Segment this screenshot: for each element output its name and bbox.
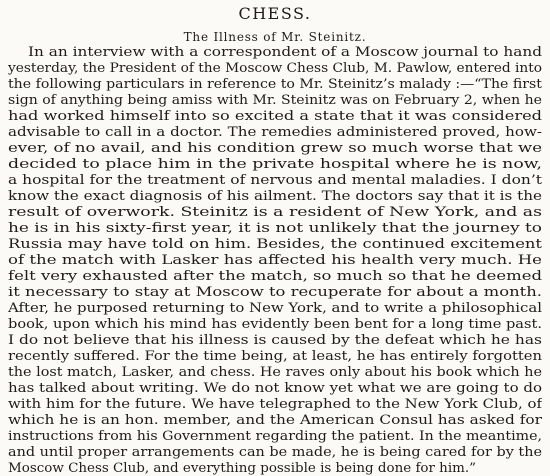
article-line [8,300,542,316]
article-line [8,396,542,412]
article-line-text: recently suffered. For the time being, at least, he has entirely forgotten [8,348,542,363]
article-line-text: the following particulars in reference to Mr. Steinitz’s malady :—“The first [8,76,542,91]
article-line-text: of the match with Lasker has affected his health very much. He [8,252,542,267]
article-line [8,44,542,60]
article-line [8,60,542,76]
article-line [8,220,542,236]
article-line-text: had worked himself into so excited a state that it was considered [8,108,542,123]
article-line-text: ever, of no avail, and his condition grew so much worse that we [8,140,542,155]
article-line [8,172,542,188]
article-line-text: felt very exhausted after the match, so much so that he deemed [8,268,542,283]
article-line [8,412,542,428]
article-line [8,268,542,284]
section-heading: CHESS. [238,4,312,23]
article-line [8,204,542,220]
article-line-text: he is in his sixty-first year, it is not unlikely that the journey to [8,220,542,235]
article-line-text: I do not believe that his illness is caused by the defeat which he has [8,332,542,347]
article-body [8,44,542,476]
article-line-text: which he is an hon. member, and the American Consul has asked for [8,412,542,427]
article-line-text: decided to place him in the private hospital where he is now, [8,156,542,171]
article-line [8,364,542,380]
article-line-text: After, he purposed returning to New York, and to write a philosophical [8,300,542,315]
article-line-text: instructions from his Government regarding the patient. In the meantime, [8,428,542,443]
article-line-text: yesterday, the President of the Moscow Chess Club, M. Pawlow, entered into [8,60,542,75]
article-line [8,188,542,204]
article-line [8,92,542,108]
article-line [8,252,542,268]
article-line-text: In an interview with a correspondent of a Moscow journal to hand [28,44,542,59]
article-line-text: Russia may have told on him. Besides, the continued excitement [8,236,542,251]
article-line-text: result of overwork. Steinitz is a resident of New York, and as [8,204,542,219]
article-line [8,348,542,364]
article-line [8,124,542,140]
article-title: The Illness of Mr. Steinitz. [183,30,367,44]
article-line [8,428,542,444]
article-line-text: sign of anything being amiss with Mr. Steinitz was on February 2, when he [8,92,542,107]
article-line [8,444,542,460]
article-line [8,332,542,348]
article-line [8,380,542,396]
article-line [8,108,542,124]
article-line [8,284,542,300]
article-line [8,76,542,92]
article-line-text: book, upon which his mind has evidently been bent for a long time past. [8,316,542,331]
article-line-text: the lost match, Lasker, and chess. He raves only about his book which he [8,364,542,379]
article-line [8,460,542,476]
article-line [8,156,542,172]
article-line-text: know the exact diagnosis of his ailment. The doctors say that it is the [8,188,542,203]
article-line-text: with him for the future. We have telegraphed to the New York Club, of [8,396,542,411]
article-line-text: has talked about writing. We do not know yet what we are going to do [8,380,542,395]
article-line [8,316,542,332]
article-line [8,140,542,156]
article-line-text: advisable to call in a doctor. The remedies administered proved, how- [8,124,542,139]
article-line-text: it necessary to stay at Moscow to recuperate for about a month. [8,284,542,299]
article-line-text: Moscow Chess Club, and everything possible is being done for him.” [8,460,476,475]
article-line [8,236,542,252]
article-line-text: and until proper arrangements can be made, he is being cared for by the [8,444,542,459]
article-line-text: a hospital for the treatment of nervous and mental maladies. I don’t [8,172,542,187]
